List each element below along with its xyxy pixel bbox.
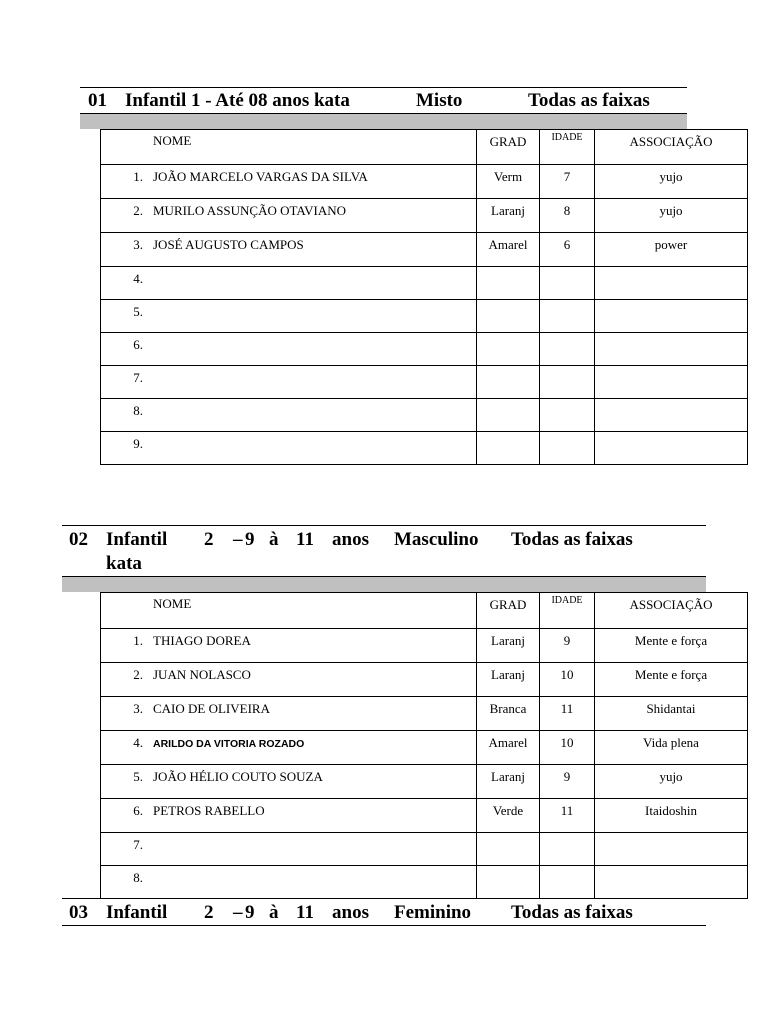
associacao-cell: [595, 366, 748, 399]
idade-cell: [540, 432, 595, 465]
athlete-name: JUAN NOLASCO: [153, 667, 251, 682]
grad-cell: [477, 267, 540, 300]
section-3-dash: –: [233, 902, 243, 923]
row-number: 4.: [133, 735, 143, 750]
table-row: [101, 731, 748, 765]
idade-cell: [540, 267, 595, 300]
section-1-gender: Misto: [416, 90, 463, 111]
row-number: 5.: [133, 769, 143, 784]
table-row: [101, 366, 748, 399]
grad-cell: [477, 432, 540, 465]
row-number: 1.: [133, 169, 143, 184]
row-number: 8.: [133, 403, 143, 418]
idade-cell: 8: [540, 199, 595, 233]
row-number: 6.: [133, 337, 143, 352]
section-2-kata: kata: [106, 553, 142, 574]
section-2-gender: Masculino: [394, 529, 479, 550]
athlete-name: ARILDO DA VITORIA ROZADO: [153, 738, 305, 750]
table-row: [101, 165, 748, 199]
section-3-belts: Todas as faixas: [511, 902, 633, 923]
table-row: [101, 765, 748, 799]
idade-cell: 7: [540, 165, 595, 199]
row-number: 3.: [133, 237, 143, 252]
grad-cell: Verde: [477, 799, 540, 833]
table-row: [101, 399, 748, 432]
section-2-heading: [69, 528, 669, 576]
associacao-cell: yujo: [595, 765, 748, 799]
section-1-number: 01: [88, 90, 107, 111]
grad-cell: [477, 866, 540, 899]
table-row: [101, 432, 748, 465]
row-number: 7.: [133, 370, 143, 385]
grad-cell: [477, 300, 540, 333]
grad-cell: [477, 833, 540, 866]
athlete-name: [143, 411, 153, 415]
section-2-age-from: 9: [245, 529, 255, 550]
section-1-heading: [88, 89, 688, 113]
row-number: 2.: [133, 667, 143, 682]
section-2-shaded-bar: [62, 577, 706, 592]
col-header-associacao: ASSOCIAÇÃO: [595, 593, 748, 629]
athlete-name: CAIO DE OLIVEIRA: [153, 701, 270, 716]
table-row: [101, 199, 748, 233]
athlete-name: [143, 279, 153, 283]
associacao-cell: Mente e força: [595, 629, 748, 663]
idade-cell: 10: [540, 731, 595, 765]
col-header-idade: IDADE: [540, 130, 595, 165]
idade-cell: [540, 833, 595, 866]
col-header-grad: GRAD: [477, 130, 540, 165]
grad-cell: Laranj: [477, 765, 540, 799]
section-3-age-to: 11: [296, 902, 314, 923]
section-2-table: [100, 592, 748, 899]
idade-cell: 11: [540, 799, 595, 833]
section-1-top-rule: [80, 87, 687, 88]
athlete-name: [143, 345, 153, 349]
col-header-nome: NOME: [101, 130, 477, 165]
idade-cell: [540, 866, 595, 899]
section-2-number: 02: [69, 529, 88, 550]
row-number: 9.: [133, 436, 143, 451]
table-row: [101, 300, 748, 333]
athlete-name: [143, 444, 153, 448]
grad-cell: Laranj: [477, 629, 540, 663]
section-3-level: 2: [204, 902, 214, 923]
col-header-associacao: ASSOCIAÇÃO: [595, 130, 748, 165]
row-number: 6.: [133, 803, 143, 818]
section-2-age-to: 11: [296, 529, 314, 550]
athlete-name: [143, 845, 153, 849]
idade-cell: [540, 366, 595, 399]
associacao-cell: Mente e força: [595, 663, 748, 697]
grad-cell: [477, 366, 540, 399]
row-number: 3.: [133, 701, 143, 716]
athlete-name: JOSÉ AUGUSTO CAMPOS: [153, 237, 304, 252]
athlete-name: JOÃO MARCELO VARGAS DA SILVA: [153, 169, 368, 184]
grad-cell: Amarel: [477, 233, 540, 267]
athlete-name: PETROS RABELLO: [153, 803, 265, 818]
section-2-level: 2: [204, 529, 214, 550]
section-2-a: à: [269, 529, 279, 550]
row-number: 1.: [133, 633, 143, 648]
table-row: [101, 866, 748, 899]
section-1-shaded-bar: [80, 114, 687, 129]
table-row: [101, 233, 748, 267]
section-3-heading: [69, 901, 669, 925]
section-3-age-from: 9: [245, 902, 255, 923]
associacao-cell: [595, 300, 748, 333]
athlete-name: THIAGO DOREA: [153, 633, 251, 648]
table-row: [101, 697, 748, 731]
associacao-cell: [595, 833, 748, 866]
row-number: 8.: [133, 870, 143, 885]
col-header-grad: GRAD: [477, 593, 540, 629]
idade-cell: 9: [540, 629, 595, 663]
associacao-cell: Vida plena: [595, 731, 748, 765]
section-3-gender: Feminino: [394, 902, 472, 923]
section-2-category: Infantil: [106, 529, 168, 550]
idade-cell: 9: [540, 765, 595, 799]
section-1-table: [100, 129, 748, 465]
grad-cell: Laranj: [477, 663, 540, 697]
table-row: [101, 799, 748, 833]
section-2-top-rule: [62, 525, 706, 526]
table-row: [101, 629, 748, 663]
athlete-name: JOÃO HÉLIO COUTO SOUZA: [153, 769, 323, 784]
athlete-name: [143, 378, 153, 382]
section-2-belts: Todas as faixas: [511, 529, 633, 550]
table-row: [101, 833, 748, 866]
associacao-cell: [595, 866, 748, 899]
section-1-category: Infantil 1 - Até 08 anos kata: [125, 90, 350, 111]
grad-cell: Amarel: [477, 731, 540, 765]
row-number: 7.: [133, 837, 143, 852]
grad-cell: [477, 333, 540, 366]
row-number: 4.: [133, 271, 143, 286]
section-1-belts: Todas as faixas: [528, 90, 650, 111]
associacao-cell: yujo: [595, 199, 748, 233]
associacao-cell: Itaidoshin: [595, 799, 748, 833]
table-row: [101, 663, 748, 697]
associacao-cell: [595, 399, 748, 432]
idade-cell: 6: [540, 233, 595, 267]
section-3-category: Infantil: [106, 902, 168, 923]
section-3-heading-rule: [62, 925, 706, 926]
grad-cell: Branca: [477, 697, 540, 731]
grad-cell: Verm: [477, 165, 540, 199]
associacao-cell: [595, 333, 748, 366]
col-header-nome: NOME: [101, 593, 477, 629]
athlete-name: [143, 312, 153, 316]
athlete-name: MURILO ASSUNÇÃO OTAVIANO: [153, 203, 347, 218]
idade-cell: [540, 300, 595, 333]
associacao-cell: [595, 267, 748, 300]
idade-cell: [540, 399, 595, 432]
row-number: 2.: [133, 203, 143, 218]
row-number: 5.: [133, 304, 143, 319]
idade-cell: 11: [540, 697, 595, 731]
idade-cell: 10: [540, 663, 595, 697]
section-3-a: à: [269, 902, 279, 923]
athlete-name: [143, 878, 153, 882]
col-header-idade: IDADE: [540, 593, 595, 629]
section-3-number: 03: [69, 902, 88, 923]
associacao-cell: power: [595, 233, 748, 267]
grad-cell: Laranj: [477, 199, 540, 233]
section-3-anos: anos: [332, 902, 369, 923]
grad-cell: [477, 399, 540, 432]
idade-cell: [540, 333, 595, 366]
associacao-cell: yujo: [595, 165, 748, 199]
associacao-cell: Shidantai: [595, 697, 748, 731]
section-2-dash: –: [233, 529, 243, 550]
section-2-anos: anos: [332, 529, 369, 550]
associacao-cell: [595, 432, 748, 465]
table-row: [101, 267, 748, 300]
table-row: [101, 333, 748, 366]
section-3-top-rule: [62, 898, 706, 899]
